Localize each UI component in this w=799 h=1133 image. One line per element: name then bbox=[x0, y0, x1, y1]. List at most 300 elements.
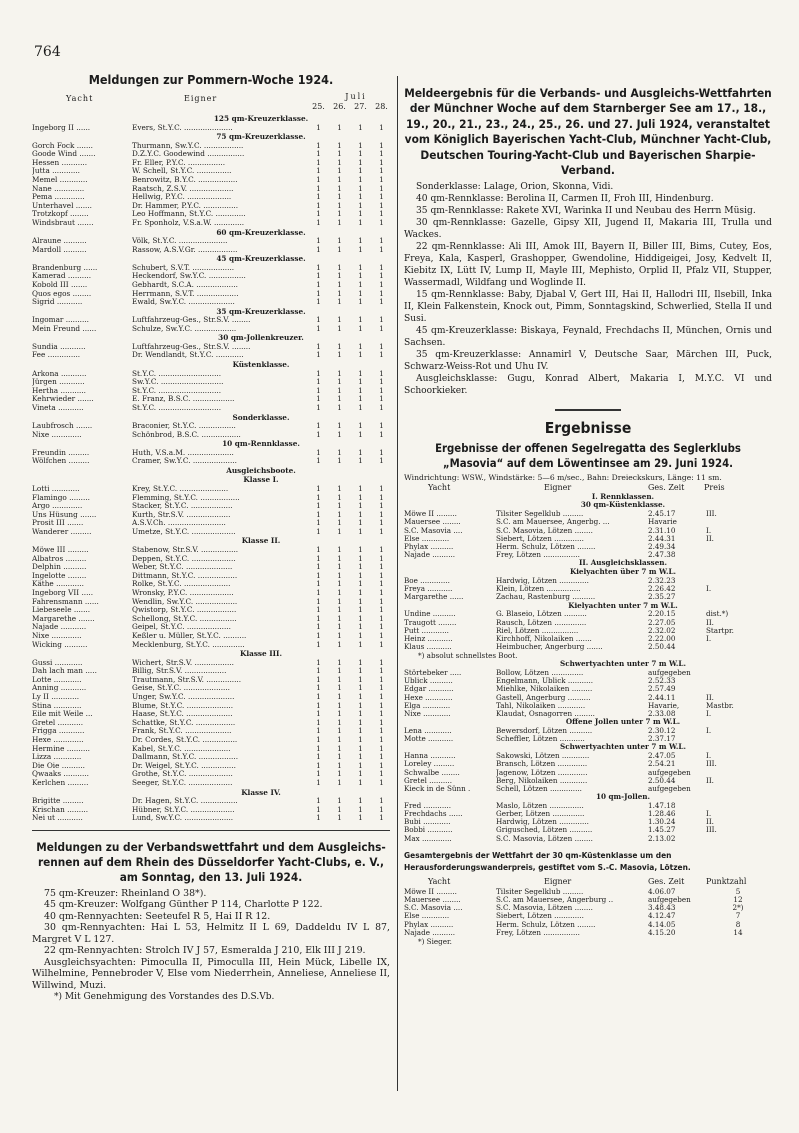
day-mark: 1 bbox=[379, 674, 384, 684]
total-time: 2.35.27 bbox=[648, 593, 676, 602]
day-mark: 1 bbox=[379, 553, 384, 563]
day-mark: 1 bbox=[337, 562, 342, 572]
yacht-name: Arkona ........... bbox=[32, 369, 87, 378]
owner-name: Thurmann, Sw.Y.C. ................. bbox=[132, 141, 244, 150]
prize: II. bbox=[706, 776, 714, 785]
owner-name: Cramer, Sw.Y.C. ................... bbox=[132, 457, 237, 466]
total-time: 2.22.00 bbox=[648, 634, 676, 643]
day-mark: 1 bbox=[358, 666, 363, 676]
day-mark: 1 bbox=[379, 613, 384, 623]
total-time: 2.31.10 bbox=[648, 526, 676, 535]
day-mark: 1 bbox=[358, 734, 363, 744]
day-mark: 1 bbox=[358, 570, 363, 580]
yacht-name: Brandenburg ...... bbox=[32, 263, 98, 272]
owner-name: Fr. Eller, P.Y.C. ................ bbox=[132, 158, 226, 167]
day-mark: 1 bbox=[379, 315, 384, 325]
header-day: 27. bbox=[354, 102, 367, 111]
owner-name: Zachau, Rastenburg .......... bbox=[496, 593, 596, 602]
yacht-name: Die Oie .......... bbox=[32, 761, 85, 770]
owner-name: Völk, St.Y.C. ..................... bbox=[132, 237, 228, 246]
day-mark: 1 bbox=[337, 674, 342, 684]
day-mark: 1 bbox=[379, 639, 384, 649]
header-day: 28. bbox=[375, 102, 388, 111]
entries-list bbox=[32, 114, 390, 823]
result-row bbox=[404, 635, 772, 643]
result-row bbox=[404, 912, 772, 920]
day-mark: 1 bbox=[379, 385, 384, 395]
day-mark: 1 bbox=[316, 760, 321, 770]
day-mark: 1 bbox=[358, 509, 363, 519]
class-heading: Schwertyachten unter 7 m W.L. bbox=[560, 742, 686, 752]
owner-name: Frey, Lötzen ................ bbox=[496, 928, 580, 937]
yacht-name: Elga ............ bbox=[404, 701, 451, 710]
owner-name: Klein, Lötzen ............... bbox=[496, 585, 581, 594]
day-mark: 1 bbox=[379, 596, 384, 606]
total-time: 4.12.47 bbox=[648, 912, 676, 921]
prize: Mastbr. bbox=[706, 701, 734, 710]
day-mark: 1 bbox=[316, 683, 321, 693]
owner-name: Raatsch, Z.S.V. ................... bbox=[132, 184, 234, 193]
yacht-name: Jürgen ........... bbox=[32, 378, 85, 387]
day-mark: 1 bbox=[337, 288, 342, 298]
yacht-name: Mardoll .......... bbox=[32, 245, 87, 254]
yacht-name: Unterhavel ....... bbox=[32, 201, 92, 210]
header-owner: Eigner bbox=[544, 876, 572, 886]
day-mark: 1 bbox=[358, 341, 363, 351]
overall-header bbox=[404, 877, 772, 888]
day-mark: 1 bbox=[379, 166, 384, 176]
owner-name: G. Blaseio, Lötzen .......... bbox=[496, 610, 587, 619]
day-mark: 1 bbox=[379, 657, 384, 667]
day-mark: 1 bbox=[358, 140, 363, 150]
owner-name: Braconier, St.Y.C. ................ bbox=[132, 422, 236, 431]
owner-name: Siebert, Lötzen ............. bbox=[496, 534, 584, 543]
day-mark: 1 bbox=[316, 262, 321, 272]
owner-name: Dr. Hagen, St.Y.C. ................ bbox=[132, 797, 238, 805]
day-mark: 1 bbox=[337, 315, 342, 325]
class-heading: I. Rennklassen. bbox=[591, 491, 655, 501]
owner-name: Engelmann, Ublick ........... bbox=[496, 677, 594, 686]
day-mark: 1 bbox=[379, 509, 384, 519]
result-row bbox=[404, 685, 772, 693]
header-owner: Eigner bbox=[184, 94, 218, 103]
owner-name: Bollow, Lötzen .............. bbox=[496, 669, 584, 678]
owner-name: Gebhardt, S.C.A. .................. bbox=[132, 280, 238, 289]
day-mark: 1 bbox=[316, 804, 321, 814]
yacht-name: Lotte ............ bbox=[32, 675, 82, 684]
total-time: 2.54.21 bbox=[648, 760, 676, 769]
day-mark: 1 bbox=[316, 492, 321, 502]
day-mark: 1 bbox=[358, 209, 363, 219]
day-mark: 1 bbox=[337, 639, 342, 649]
day-marks bbox=[308, 528, 392, 537]
left-column bbox=[32, 72, 390, 1003]
day-mark: 1 bbox=[379, 743, 384, 753]
day-mark: 1 bbox=[358, 192, 363, 202]
results-heading: Ergebnisse bbox=[544, 419, 632, 438]
header-time: Ges. Zeit bbox=[648, 876, 685, 886]
day-mark: 1 bbox=[316, 509, 321, 519]
day-mark: 1 bbox=[316, 709, 321, 719]
owner-name: E. Franz, B.S.C. .................. bbox=[132, 395, 235, 404]
class-heading: 30 qm-Küstenklasse. bbox=[580, 500, 666, 510]
day-mark: 1 bbox=[316, 385, 321, 395]
yacht-name: Ingomar .......... bbox=[32, 316, 89, 325]
yacht-name: Prosit III ....... bbox=[32, 519, 84, 528]
day-mark: 1 bbox=[337, 492, 342, 502]
yacht-name: Najade .......... bbox=[404, 551, 456, 560]
owner-name: Geise, St.Y.C. .................... bbox=[132, 684, 230, 693]
day-mark: 1 bbox=[379, 157, 384, 167]
day-mark: 1 bbox=[337, 752, 342, 762]
day-marks bbox=[308, 457, 392, 466]
day-mark: 1 bbox=[379, 726, 384, 736]
owner-name: Grothe, St.Y.C. ................... bbox=[132, 770, 233, 779]
yacht-name: Else ............ bbox=[404, 912, 450, 921]
owner-name: Flemming, St.Y.C. ................. bbox=[132, 493, 240, 502]
prize: I. bbox=[706, 526, 712, 535]
wind-info: Windrichtung: WSW., Windstärke: 5—6 m/sec., Bahn: Dreieckskurs, Länge: 11 sm. bbox=[404, 473, 722, 483]
yacht-name: Fred ............ bbox=[404, 801, 451, 810]
day-mark: 1 bbox=[358, 796, 363, 805]
prize: 8 bbox=[735, 920, 741, 929]
prize: III. bbox=[706, 826, 717, 835]
total-time: 2.33.08 bbox=[648, 709, 676, 718]
yacht-name: Traugott ........ bbox=[404, 618, 457, 627]
day-mark: 1 bbox=[379, 492, 384, 502]
day-mark: 1 bbox=[358, 813, 363, 823]
owner-name: Herrmann, S.V.T. .................. bbox=[132, 289, 239, 298]
day-mark: 1 bbox=[358, 368, 363, 378]
prize: I. bbox=[706, 752, 712, 761]
owner-name: Rassow, A.S.V.Gr. ................. bbox=[132, 245, 238, 254]
owner-name: Huth, V.S.a.M. .................... bbox=[132, 448, 234, 457]
yacht-name: Mauersee ........ bbox=[404, 518, 461, 527]
owner-name: D.Z.Y.C. Goodewind ................ bbox=[132, 150, 245, 159]
day-mark: 1 bbox=[379, 518, 384, 528]
day-mark: 1 bbox=[337, 726, 342, 736]
entry-row bbox=[32, 325, 390, 334]
prize: 14 bbox=[733, 928, 743, 937]
day-mark: 1 bbox=[337, 613, 342, 623]
day-mark: 1 bbox=[337, 596, 342, 606]
day-mark: 1 bbox=[358, 174, 363, 184]
day-mark: 1 bbox=[337, 777, 342, 787]
day-mark: 1 bbox=[337, 402, 342, 412]
entry-row bbox=[32, 246, 390, 255]
owner-name: Kabel, St.Y.C. .................... bbox=[132, 744, 231, 753]
yacht-name: Max ............. bbox=[404, 834, 452, 843]
day-mark: 1 bbox=[358, 262, 363, 272]
yacht-name: Möwe III ......... bbox=[32, 545, 89, 554]
result-row bbox=[404, 543, 772, 551]
day-mark: 1 bbox=[316, 562, 321, 572]
header-time: Ges. Zeit bbox=[648, 482, 685, 492]
day-mark: 1 bbox=[358, 691, 363, 701]
class-heading: 10 qm-Rennklasse. bbox=[222, 439, 300, 449]
yacht-name: Vineta ........... bbox=[32, 403, 84, 412]
header-points: Punktzahl bbox=[706, 876, 747, 886]
owner-name: Stabenow, Str.S.V. ................ bbox=[132, 545, 239, 554]
day-mark: 1 bbox=[316, 157, 321, 167]
yacht-name: Eile mit Weile ... bbox=[32, 710, 93, 719]
prize: III. bbox=[706, 760, 717, 769]
yacht-name: Hanna ........... bbox=[404, 752, 456, 761]
day-mark: 1 bbox=[358, 587, 363, 597]
owner-name: Siebert, Lötzen ............. bbox=[496, 912, 584, 921]
day-mark: 1 bbox=[316, 394, 321, 404]
day-mark: 1 bbox=[379, 526, 384, 536]
day-mark: 1 bbox=[379, 122, 384, 132]
owner-name: A.S.V.Ch. ......................... bbox=[132, 519, 226, 528]
day-mark: 1 bbox=[316, 544, 321, 554]
section-rule bbox=[555, 409, 621, 411]
footnote: *) Sieger. bbox=[418, 936, 452, 946]
day-mark: 1 bbox=[337, 385, 342, 395]
class-heading: Kielyachten über 7 m W.L. bbox=[569, 567, 677, 577]
yacht-name: S.C. Masovia .... bbox=[404, 526, 463, 535]
total-time: aufgegeben bbox=[648, 896, 691, 904]
day-mark: 1 bbox=[358, 630, 363, 640]
day-mark: 1 bbox=[379, 149, 384, 159]
day-mark: 1 bbox=[358, 429, 363, 439]
yacht-name: Phylax .......... bbox=[404, 920, 454, 929]
day-mark: 1 bbox=[379, 501, 384, 511]
owner-name: Ewald, Sw.Y.C. .................... bbox=[132, 298, 235, 307]
day-mark: 1 bbox=[358, 279, 363, 289]
day-mark: 1 bbox=[379, 429, 384, 439]
day-mark: 1 bbox=[316, 377, 321, 387]
owner-name: Hardwig, Lötzen ............. bbox=[496, 576, 589, 585]
total-time: 2.44.11 bbox=[648, 693, 676, 702]
day-mark: 1 bbox=[358, 244, 363, 254]
day-mark: 1 bbox=[358, 271, 363, 281]
total-time: 1.28.46 bbox=[648, 810, 676, 819]
day-mark: 1 bbox=[316, 657, 321, 667]
yacht-name: Jutta ............ bbox=[32, 167, 80, 176]
entry-row bbox=[32, 641, 390, 650]
day-mark: 1 bbox=[337, 271, 342, 281]
muenchen-title: Meldeergebnis für die Verbands- und Ausgleichs-Wettfahrten der Münchner Woche auf dem Starnberger See am 17., 18., 19., 20., 21., 23., 24., 25., 26. und 27. Juli 1924, veranstaltet vom Königlich Bayerischen Yacht-Club, Münchner Yacht-Club, Deutschen Touring-Yacht-Club und Bayerischen Sharpie-Verband. bbox=[404, 86, 772, 178]
entry-row bbox=[32, 814, 390, 823]
yacht-name: Sundia ........... bbox=[32, 342, 86, 351]
yacht-name: Wanderer ......... bbox=[32, 527, 92, 536]
yacht-name: Wölfchen ......... bbox=[32, 457, 90, 466]
owner-name: Dr. Weigel, St.Y.C. ............... bbox=[132, 761, 236, 770]
yacht-name: Quos egos ........ bbox=[32, 289, 92, 298]
owner-name: Hellwig, P.Y.C. ................... bbox=[132, 193, 232, 202]
day-mark: 1 bbox=[379, 700, 384, 710]
yacht-name: Hexe ............ bbox=[404, 693, 453, 702]
yacht-name: Ingeborg VII ..... bbox=[32, 588, 94, 597]
prize: I. bbox=[706, 709, 712, 718]
result-row bbox=[404, 643, 772, 651]
yacht-name: Ingelotte ........ bbox=[32, 571, 87, 580]
day-marks bbox=[308, 298, 392, 307]
day-marks bbox=[308, 124, 392, 133]
day-mark: 1 bbox=[358, 200, 363, 210]
total-time: aufgegeben bbox=[648, 768, 691, 777]
day-mark: 1 bbox=[337, 122, 342, 132]
day-mark: 1 bbox=[337, 691, 342, 701]
entry-row bbox=[32, 219, 390, 228]
yacht-name: Flamingo ......... bbox=[32, 493, 90, 502]
day-mark: 1 bbox=[358, 804, 363, 814]
owner-name: Klaudat, Osnagorren ......... bbox=[496, 709, 595, 718]
class-heading: 30 qm-Jollenkreuzer. bbox=[218, 333, 304, 343]
yacht-name: Möwe II ......... bbox=[404, 887, 457, 896]
day-mark: 1 bbox=[316, 200, 321, 210]
yacht-name: Gretel ........... bbox=[32, 718, 84, 727]
class-paragraph: 35 qm-Rennklasse: Rakete XVI, Warinka II und Neubau des Herrn Müsig. bbox=[416, 206, 756, 217]
owner-name: Stacker, St.Y.C. .................. bbox=[132, 502, 233, 511]
day-mark: 1 bbox=[337, 236, 342, 246]
total-time: 4.15.20 bbox=[648, 928, 676, 937]
yacht-name: Boe ............. bbox=[404, 576, 450, 585]
result-row bbox=[404, 551, 772, 559]
owner-name: Wichert, Str.S.V. ................. bbox=[132, 658, 234, 667]
owner-name: Kirchhoff, Nikolaiken ....... bbox=[496, 634, 592, 643]
owner-name: S.C. Masovia, Lötzen ........ bbox=[496, 526, 593, 535]
day-mark: 1 bbox=[379, 587, 384, 597]
muenchen-entries bbox=[404, 181, 772, 397]
day-mark: 1 bbox=[337, 368, 342, 378]
day-mark: 1 bbox=[316, 570, 321, 580]
yacht-name: Käthe ............ bbox=[32, 580, 84, 589]
section-rule bbox=[32, 830, 390, 831]
day-mark: 1 bbox=[379, 769, 384, 779]
day-mark: 1 bbox=[379, 691, 384, 701]
day-mark: 1 bbox=[337, 743, 342, 753]
day-mark: 1 bbox=[358, 683, 363, 693]
yacht-name: Hexe ............. bbox=[32, 735, 84, 744]
yacht-name: Windsbraut ....... bbox=[32, 218, 94, 227]
day-mark: 1 bbox=[316, 639, 321, 649]
entry-row bbox=[32, 528, 390, 537]
class-heading: Küstenklasse. bbox=[232, 360, 290, 370]
day-mark: 1 bbox=[337, 657, 342, 667]
day-mark: 1 bbox=[337, 244, 342, 254]
entry-paragraph: Ausgleichsyachten: Pimoculla II, Pimoculla III, Hein Mück, Libelle IX, Wilhelmine, Pennebroder V, Else vom Niederrhein, Anneliese, Anneliese II, Willwind, Muzi. bbox=[32, 956, 390, 991]
day-mark: 1 bbox=[316, 447, 321, 457]
result-row bbox=[404, 619, 772, 627]
day-mark: 1 bbox=[358, 700, 363, 710]
yacht-name: Freundin ......... bbox=[32, 448, 90, 457]
day-mark: 1 bbox=[337, 666, 342, 676]
day-mark: 1 bbox=[337, 717, 342, 727]
day-mark: 1 bbox=[379, 174, 384, 184]
day-mark: 1 bbox=[358, 149, 363, 159]
day-mark: 1 bbox=[316, 174, 321, 184]
owner-name: Sw.Y.C. ........................... bbox=[132, 378, 224, 387]
day-mark: 1 bbox=[358, 769, 363, 779]
yacht-name: Kerlchen ......... bbox=[32, 778, 89, 787]
owner-name: Lund, Sw.Y.C. ..................... bbox=[132, 814, 234, 823]
day-mark: 1 bbox=[316, 192, 321, 202]
day-mark: 1 bbox=[316, 421, 321, 431]
day-mark: 1 bbox=[358, 553, 363, 563]
total-time: 3.48.43 bbox=[648, 904, 676, 913]
day-mark: 1 bbox=[358, 743, 363, 753]
day-mark: 1 bbox=[316, 579, 321, 589]
day-mark: 1 bbox=[337, 262, 342, 272]
class-heading: Klasse II. bbox=[241, 536, 281, 546]
day-mark: 1 bbox=[358, 605, 363, 615]
result-row bbox=[404, 727, 772, 735]
yacht-name: Delphin .......... bbox=[32, 563, 87, 572]
yacht-name: Hessen ........... bbox=[32, 158, 88, 167]
total-time: 2.27.05 bbox=[648, 618, 676, 627]
yacht-name: Hermine .......... bbox=[32, 744, 90, 753]
yacht-name: Trotzkopf ........ bbox=[32, 210, 89, 219]
class-heading: 35 qm-Kreuzerklasse. bbox=[216, 306, 306, 316]
inline-note: *) absolut schnellstes Boot. bbox=[418, 651, 518, 661]
day-mark: 1 bbox=[337, 429, 342, 439]
yacht-name: Gretel .......... bbox=[404, 776, 453, 785]
yacht-name: Alraune .......... bbox=[32, 237, 87, 246]
yacht-name: Putt ............ bbox=[404, 626, 449, 635]
day-mark: 1 bbox=[316, 140, 321, 150]
day-mark: 1 bbox=[316, 734, 321, 744]
day-mark: 1 bbox=[316, 501, 321, 511]
owner-name: Schattke, St.Y.C. ................. bbox=[132, 718, 236, 727]
day-mark: 1 bbox=[358, 639, 363, 649]
class-heading: 125 qm-Kreuzerklasse. bbox=[213, 114, 309, 123]
owner-name: Keßler u. Müller, St.Y.C. .......... bbox=[132, 631, 247, 640]
total-time: 2.32.02 bbox=[648, 626, 676, 635]
day-mark: 1 bbox=[379, 579, 384, 589]
day-mark: 1 bbox=[379, 544, 384, 554]
day-mark: 1 bbox=[379, 377, 384, 387]
day-mark: 1 bbox=[316, 666, 321, 676]
day-mark: 1 bbox=[337, 350, 342, 360]
yacht-name: Albatros ......... bbox=[32, 554, 87, 563]
day-mark: 1 bbox=[379, 777, 384, 787]
class-heading: Ausgleichsboote. bbox=[226, 465, 296, 475]
total-time: aufgegeben bbox=[648, 669, 691, 678]
yacht-name: Gussi ............ bbox=[32, 658, 83, 667]
owner-name: Haase, St.Y.C. .................... bbox=[132, 710, 233, 719]
result-row bbox=[404, 921, 772, 929]
owner-name: Jagenow, Lötzen ............. bbox=[496, 768, 588, 777]
result-row bbox=[404, 826, 772, 834]
day-mark: 1 bbox=[337, 587, 342, 597]
entry-row bbox=[32, 298, 390, 307]
yacht-name: Nei ut ........... bbox=[32, 814, 83, 823]
day-mark: 1 bbox=[337, 579, 342, 589]
day-mark: 1 bbox=[337, 166, 342, 176]
day-mark: 1 bbox=[316, 368, 321, 378]
owner-name: S.C. am Mauersee, Angerburg .. bbox=[496, 896, 614, 904]
day-mark: 1 bbox=[358, 122, 363, 132]
day-mark: 1 bbox=[337, 709, 342, 719]
owner-name: Rolke, St.Y.C. .................... bbox=[132, 580, 231, 589]
yacht-name: Nane ............. bbox=[32, 184, 85, 193]
day-mark: 1 bbox=[379, 323, 384, 333]
day-mark: 1 bbox=[379, 350, 384, 360]
entry-paragraph: 45 qm-Kreuzer: Wolfgang Günther P 114, Charlotte P 122. bbox=[44, 899, 323, 911]
owner-name: Heimbucher, Angerburg ....... bbox=[496, 643, 603, 652]
day-mark: 1 bbox=[358, 526, 363, 536]
result-row bbox=[404, 929, 772, 937]
day-mark: 1 bbox=[337, 509, 342, 519]
owner-name: Leo Hoffmann, St.Y.C. ............. bbox=[132, 210, 246, 219]
day-marks bbox=[308, 325, 392, 334]
day-mark: 1 bbox=[379, 447, 384, 457]
yacht-name: Pema ............. bbox=[32, 193, 85, 202]
day-mark: 1 bbox=[379, 200, 384, 210]
yacht-name: Mein Freund ...... bbox=[32, 324, 97, 333]
